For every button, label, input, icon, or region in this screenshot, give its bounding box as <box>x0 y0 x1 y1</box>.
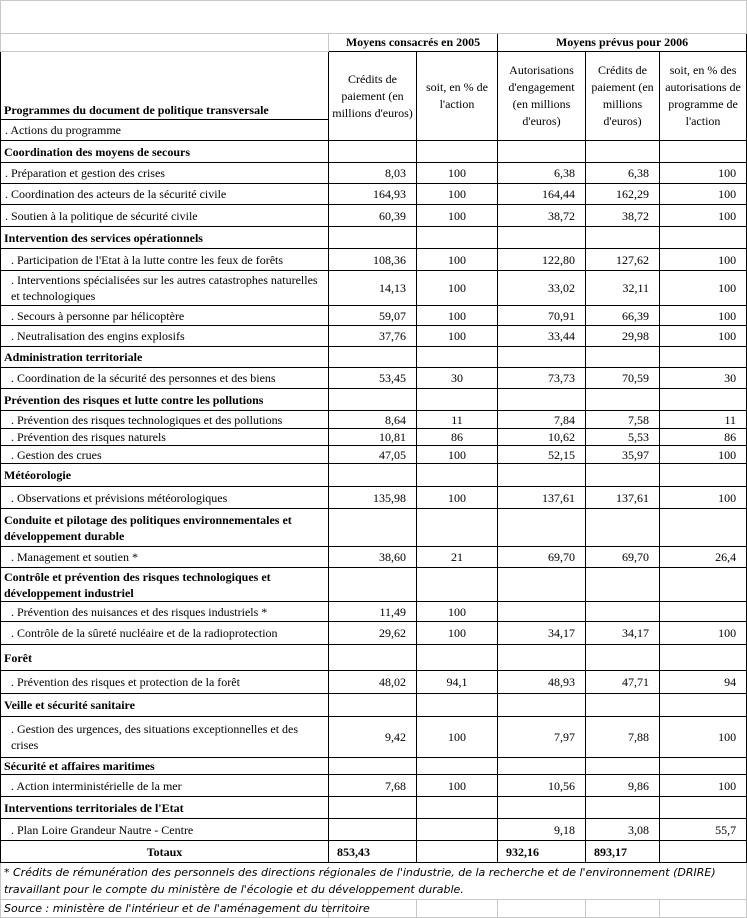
table-row <box>1 775 747 797</box>
cell-pct2006: 100 <box>660 271 747 306</box>
cell-cp2006: 32,11 <box>586 271 660 306</box>
col-header-cp2005: Crédits de paiement (en millions d'euros) <box>329 52 417 141</box>
action-label: . Neutralisation des engins explosifs <box>1 326 329 347</box>
action-label: . Observations et prévisions météorologiques <box>1 487 329 509</box>
cell-cp2005: 37,76 <box>329 326 417 347</box>
cell-pct2006: 100 <box>660 249 747 271</box>
section-row <box>1 509 747 547</box>
cell-ae2006: 38,72 <box>498 205 586 227</box>
totals-row <box>1 841 747 863</box>
row-label-header: Programmes du document de politique transversale <box>1 52 329 120</box>
action-label: . Interventions spécialisées sur les autres catastrophes naturelles et technologiques <box>1 271 329 306</box>
table-row <box>1 205 747 227</box>
table-row <box>1 411 747 429</box>
cell-cp2006: 3,08 <box>586 819 660 841</box>
section-title: Veille et sécurité sanitaire <box>1 694 329 717</box>
action-label: . Prévention des risques et protection de la forêt <box>1 671 329 694</box>
table-row <box>1 271 747 306</box>
section-row <box>1 389 747 411</box>
cell-ae2006: 7,84 <box>498 411 586 429</box>
cell-ae2006: 9,18 <box>498 819 586 841</box>
action-label: . Management et soutien * <box>1 547 329 568</box>
cell-cp2005: 53,45 <box>329 368 417 389</box>
cell-ae2006: 33,44 <box>498 326 586 347</box>
action-label: . Préparation et gestion des crises <box>1 163 329 184</box>
cell-cp2005: 14,13 <box>329 271 417 306</box>
table-row <box>1 184 747 205</box>
cell-pct2006: 100 <box>660 306 747 326</box>
cell-cp2005: 8,64 <box>329 411 417 429</box>
cell-ae2006: 73,73 <box>498 368 586 389</box>
cell-pct2005: 100 <box>417 184 498 205</box>
group-header-row <box>1 34 747 52</box>
cell-cp2005: 8,03 <box>329 163 417 184</box>
table-row <box>1 602 747 622</box>
cell-ae2006: 69,70 <box>498 547 586 568</box>
cell-cp2006: 162,29 <box>586 184 660 205</box>
cell-ae2006: 122,80 <box>498 249 586 271</box>
cell-pct2006: 86 <box>660 429 747 446</box>
source-note: Source : ministère de l'intérieur et de l'aménagement du territoire <box>1 900 329 918</box>
section-row <box>1 141 747 163</box>
cell-ae2006: 10,56 <box>498 775 586 797</box>
section-row <box>1 797 747 819</box>
action-label: . Prévention des risques naturels <box>1 429 329 446</box>
totals-label: Totaux <box>1 841 329 863</box>
cell-pct2006 <box>660 602 747 622</box>
total-pct2005 <box>417 841 498 863</box>
cell-pct2006: 11 <box>660 411 747 429</box>
cell-pct2005: 100 <box>417 602 498 622</box>
cell-cp2006: 7,58 <box>586 411 660 429</box>
cell-cp2006: 66,39 <box>586 306 660 326</box>
cell-cp2005: 29,62 <box>329 622 417 645</box>
table-row <box>1 547 747 568</box>
cell-pct2006: 100 <box>660 163 747 184</box>
cell-ae2006: 137,61 <box>498 487 586 509</box>
section-title: Forêt <box>1 645 329 671</box>
row-sublabel-header: . Actions du programme <box>1 120 329 141</box>
cell-pct2006: 30 <box>660 368 747 389</box>
table-row <box>1 306 747 326</box>
cell-cp2006: 70,59 <box>586 368 660 389</box>
action-label: . Contrôle de la sûreté nucléaire et de la radioprotection <box>1 622 329 645</box>
cell-ae2006: 10,62 <box>498 429 586 446</box>
cell-cp2005: 108,36 <box>329 249 417 271</box>
cell-pct2005: 30 <box>417 368 498 389</box>
table-row <box>1 368 747 389</box>
col-header-pct2006: soit, en % des autorisations de programme de l'action <box>660 52 747 141</box>
action-label: . Soutien à la politique de sécurité civile <box>1 205 329 227</box>
table-row <box>1 819 747 841</box>
cell-pct2005: 100 <box>417 271 498 306</box>
cell-cp2006: 5,53 <box>586 429 660 446</box>
cell-cp2006: 7,88 <box>586 717 660 758</box>
action-label: . Action interministérielle de la mer <box>1 775 329 797</box>
section-title: Administration territoriale <box>1 347 329 368</box>
section-row <box>1 464 747 487</box>
table-row <box>1 717 747 758</box>
action-label: . Secours à personne par hélicoptère <box>1 306 329 326</box>
action-label: . Prévention des risques technologiques et des pollutions <box>1 411 329 429</box>
cell-pct2006: 100 <box>660 487 747 509</box>
section-row <box>1 227 747 249</box>
action-label: . Participation de l'Etat à la lutte contre les feux de forêts <box>1 249 329 271</box>
section-title: Contrôle et prévention des risques technologiques et développement industriel <box>1 568 329 602</box>
column-header-row <box>1 52 747 120</box>
table-row <box>1 622 747 645</box>
cell-pct2006: 100 <box>660 622 747 645</box>
cell-cp2006 <box>586 602 660 622</box>
cell-ae2006: 70,91 <box>498 306 586 326</box>
cell-cp2006: 47,71 <box>586 671 660 694</box>
table-row <box>1 487 747 509</box>
cell-cp2005: 11,49 <box>329 602 417 622</box>
action-label: . Gestion des crues <box>1 446 329 464</box>
cell-cp2005: 60,39 <box>329 205 417 227</box>
table-row <box>1 249 747 271</box>
cell-pct2005: 86 <box>417 429 498 446</box>
section-title: Conduite et pilotage des politiques environnementales et développement durable <box>1 509 329 547</box>
cell-cp2006: 137,61 <box>586 487 660 509</box>
cell-pct2005: 100 <box>417 487 498 509</box>
cell-pct2005: 100 <box>417 163 498 184</box>
cell-ae2006: 164,44 <box>498 184 586 205</box>
cell-ae2006: 7,97 <box>498 717 586 758</box>
table-row <box>1 671 747 694</box>
cell-pct2005: 100 <box>417 205 498 227</box>
cell-pct2006: 100 <box>660 446 747 464</box>
cell-cp2005: 164,93 <box>329 184 417 205</box>
cell-cp2005: 59,07 <box>329 306 417 326</box>
section-row <box>1 645 747 671</box>
cell-ae2006: 33,02 <box>498 271 586 306</box>
cell-pct2006: 55,7 <box>660 819 747 841</box>
section-title: Sécurité et affaires maritimes <box>1 758 329 775</box>
cell-pct2005: 100 <box>417 249 498 271</box>
total-cp2006: 893,17 <box>586 841 660 863</box>
cell-ae2006: 34,17 <box>498 622 586 645</box>
total-cp2005: 853,43 <box>329 841 417 863</box>
group-2006-header: Moyens prévus pour 2006 <box>498 34 747 52</box>
section-row <box>1 758 747 775</box>
cell-cp2005: 7,68 <box>329 775 417 797</box>
col-header-cp2006: Crédits de paiement (en millions d'euros) <box>586 52 660 141</box>
total-ae2006: 932,16 <box>498 841 586 863</box>
cell-cp2006: 35,97 <box>586 446 660 464</box>
cell-ae2006: 6,38 <box>498 163 586 184</box>
action-label: . Plan Loire Grandeur Nautre - Centre <box>1 819 329 841</box>
cell-cp2006: 69,70 <box>586 547 660 568</box>
section-title: Coordination des moyens de secours <box>1 141 329 163</box>
cell-pct2006: 100 <box>660 184 747 205</box>
cell-cp2006: 9,86 <box>586 775 660 797</box>
cell-pct2006: 100 <box>660 205 747 227</box>
table-row <box>1 326 747 347</box>
cell-pct2006: 100 <box>660 775 747 797</box>
section-title: Prévention des risques et lutte contre les pollutions <box>1 389 329 411</box>
cell-ae2006: 48,93 <box>498 671 586 694</box>
cell-pct2005 <box>417 819 498 841</box>
section-title: Interventions territoriales de l'Etat <box>1 797 329 819</box>
cell-pct2006: 100 <box>660 717 747 758</box>
section-title: Météorologie <box>1 464 329 487</box>
table-row <box>1 163 747 184</box>
section-row <box>1 694 747 717</box>
group-2005-header: Moyens consacrés en 2005 <box>329 34 498 52</box>
source-row <box>1 900 747 918</box>
col-header-pct2005: soit, en % de l'action <box>417 52 498 141</box>
cell-cp2005: 47,05 <box>329 446 417 464</box>
cell-cp2006: 127,62 <box>586 249 660 271</box>
total-pct2006 <box>660 841 747 863</box>
section-row <box>1 568 747 602</box>
action-label: . Prévention des nuisances et des risques industriels * <box>1 602 329 622</box>
cell-cp2005: 9,42 <box>329 717 417 758</box>
cell-cp2005 <box>329 819 417 841</box>
cell-cp2006: 6,38 <box>586 163 660 184</box>
footnote-row <box>1 863 747 900</box>
cell-pct2005: 100 <box>417 446 498 464</box>
cell-pct2005: 94,1 <box>417 671 498 694</box>
cell-cp2005: 10,81 <box>329 429 417 446</box>
cell-pct2005: 21 <box>417 547 498 568</box>
section-title: Intervention des services opérationnels <box>1 227 329 249</box>
cell-pct2005: 100 <box>417 622 498 645</box>
cell-pct2005: 100 <box>417 717 498 758</box>
cell-ae2006: 52,15 <box>498 446 586 464</box>
table-row <box>1 446 747 464</box>
cell-pct2006: 100 <box>660 326 747 347</box>
cell-pct2005: 11 <box>417 411 498 429</box>
col-header-ae2006: Autorisations d'engagement (en millions d'euros) <box>498 52 586 141</box>
cell-cp2006: 34,17 <box>586 622 660 645</box>
cell-pct2005: 100 <box>417 775 498 797</box>
cell-cp2005: 48,02 <box>329 671 417 694</box>
cell-cp2006: 38,72 <box>586 205 660 227</box>
cell-pct2006: 26,4 <box>660 547 747 568</box>
section-row <box>1 347 747 368</box>
cell-ae2006 <box>498 602 586 622</box>
action-label: . Coordination des acteurs de la sécurité civile <box>1 184 329 205</box>
footnote: * Crédits de rémunération des personnels des directions régionales de l'industrie, de la recherche et de l'environnement (DRIRE) travaillant pour le compte du ministère de l'écologie et du développement durable. <box>1 863 747 900</box>
cell-pct2006: 94 <box>660 671 747 694</box>
cell-cp2006: 29,98 <box>586 326 660 347</box>
cell-pct2005: 100 <box>417 326 498 347</box>
table-row <box>1 429 747 446</box>
action-label: . Coordination de la sécurité des personnes et des biens <box>1 368 329 389</box>
cell-cp2005: 38,60 <box>329 547 417 568</box>
blank-top-row <box>1 1 747 34</box>
action-label: . Gestion des urgences, des situations exceptionnelles et des crises <box>1 717 329 758</box>
cell-cp2005: 135,98 <box>329 487 417 509</box>
cell-pct2005: 100 <box>417 306 498 326</box>
